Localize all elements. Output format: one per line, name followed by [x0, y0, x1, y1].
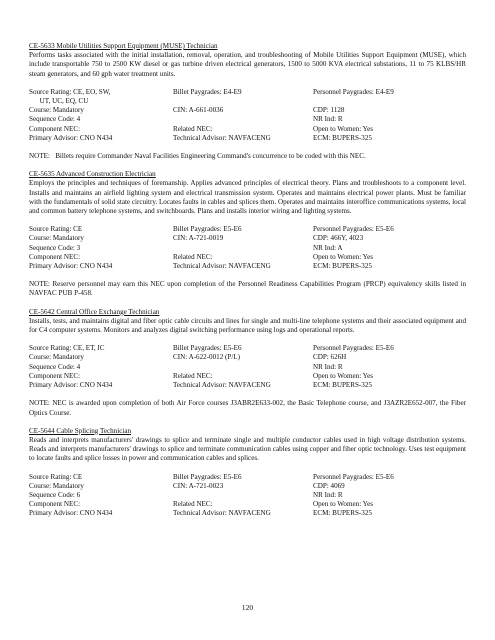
- entry-description: Performs tasks associated with the initial installation, removal, operation, and troubleshooting of Mobile Utilities Support Equipment (MUSE), which include transportable 750 to 2500 KW diesel or gas turbine driven electrical generators, 1500 to 5000 KVA electrical substations, 11 to 75 KLBS/HR steam generators, and 60 gph water treatment units.: [29, 51, 466, 78]
- entry-title: CE-5635 Advanced Construction Electrician: [29, 170, 156, 179]
- entry-note: NOTE: NEC is awarded upon completion of both Air Force courses J3ABR2E633-002, the Basic Telephone course, and J3AZR2E652-007, the Fiber Optics Course.: [29, 399, 466, 417]
- related-nec: Related NEC:: [173, 252, 213, 261]
- open-to-women: Open to Women: Yes: [313, 500, 373, 509]
- table-row: [29, 88, 466, 106]
- technical-advisor: Technical Advisor: NAVFACENG: [173, 133, 271, 142]
- ecm: ECM: BUPERS-325: [313, 381, 372, 390]
- table-row: [29, 253, 466, 262]
- blank-cell: [173, 491, 313, 500]
- personnel-paygrades: Personnel Paygrades: E5-E6: [313, 344, 394, 353]
- table-row: [29, 225, 466, 234]
- entry-title: CE-5642 Central Office Exchange Technician: [29, 307, 160, 316]
- personnel-paygrades: Personnel Paygrades: E4-E9: [313, 87, 394, 96]
- source-rating: Source Rating: CE: [29, 225, 83, 234]
- table-row: [29, 500, 466, 509]
- entry-note: NOTE: Billets require Commander Naval Facilities Engineering Command's concurrence to be coded with this NEC.: [29, 152, 366, 161]
- table-row: [29, 115, 466, 124]
- table-row: [29, 509, 466, 518]
- source-rating: Source Rating: CE: [29, 472, 83, 481]
- course: Course: Mandatory: [29, 353, 84, 362]
- table-row: [29, 234, 466, 243]
- nr-ind: NR Ind: R: [313, 362, 343, 371]
- table-row: [29, 244, 466, 253]
- cin: CIN: A-622-0012 (P/L): [173, 353, 240, 362]
- source-rating: Source Rating: CE, ET, IC: [29, 344, 105, 353]
- nec-entry-5644: [29, 427, 466, 519]
- blank-cell: [173, 363, 313, 372]
- table-row: [29, 482, 466, 491]
- billet-paygrades: Billet Paygrades: E5-E6: [173, 472, 242, 481]
- open-to-women: Open to Women: Yes: [313, 371, 373, 380]
- entry-fields-table: [29, 473, 466, 519]
- table-row: [29, 134, 466, 143]
- technical-advisor: Technical Advisor: NAVFACENG: [173, 381, 271, 390]
- cin: CIN: A-661-0036: [173, 106, 224, 115]
- component-nec: Component NEC:: [29, 500, 81, 509]
- entry-title: CE-5644 Cable Splicing Technician: [29, 426, 132, 435]
- primary-advisor: Primary Advisor: CNO N434: [29, 381, 113, 390]
- nec-entry-5635: [29, 170, 466, 298]
- course: Course: Mandatory: [29, 106, 84, 115]
- primary-advisor: Primary Advisor: CNO N434: [29, 509, 113, 518]
- cdp: CDP: 1128: [313, 106, 345, 115]
- technical-advisor: Technical Advisor: NAVFACENG: [173, 262, 271, 271]
- entry-note: NOTE: Reserve personnel may earn this NEC upon completion of the Personnel Readiness Capabilities Program (PRCP) equivalency skills listed in NAVFAC PUB P-458.: [29, 280, 466, 298]
- table-row: [29, 344, 466, 353]
- cin: CIN: A-721-0023: [173, 481, 224, 490]
- billet-paygrades: Billet Paygrades: E5-E6: [173, 225, 242, 234]
- sequence-code: Sequence Code: 4: [29, 362, 81, 371]
- billet-paygrades: Billet Paygrades: E4-E9: [173, 87, 242, 96]
- ecm: ECM: BUPERS-325: [313, 262, 372, 271]
- entry-fields-table: [29, 225, 466, 271]
- cdp: CDP: 626H: [313, 353, 347, 362]
- nec-entry-5642: [29, 308, 466, 418]
- source-rating: Source Rating: CE, EO, SW, UT, UC, EQ, CU: [29, 87, 111, 106]
- nr-ind: NR Ind: A: [313, 243, 343, 252]
- sequence-code: Sequence Code: 4: [29, 115, 81, 124]
- table-row: [29, 381, 466, 390]
- related-nec: Related NEC:: [173, 124, 213, 133]
- entry-description: Reads and interprets manufacturers' drawings to splice and terminate single and multiple conductor cables used in high voltage distribution systems. Reads and interprets manufacturers' drawings to splice and terminate communication cables using copper and fiber optic technology. Uses test equipment to locate faults and splice losses in power and communication cables and splices.: [29, 435, 466, 463]
- nr-ind: NR Ind: R: [313, 115, 343, 124]
- technical-advisor: Technical Advisor: NAVFACENG: [173, 509, 271, 518]
- primary-advisor: Primary Advisor: CNO N434: [29, 262, 113, 271]
- course: Course: Mandatory: [29, 234, 84, 243]
- personnel-paygrades: Personnel Paygrades: E5-E6: [313, 225, 394, 234]
- related-nec: Related NEC:: [173, 500, 213, 509]
- entry-title: CE-5633 Mobile Utilities Support Equipment (MUSE) Technician: [29, 42, 218, 50]
- nec-entry-5633: [29, 42, 466, 161]
- cin: CIN: A-721-0019: [173, 234, 224, 243]
- billet-paygrades: Billet Paygrades: E5-E6: [173, 344, 242, 353]
- page-number: 120: [241, 603, 254, 612]
- course: Course: Mandatory: [29, 481, 84, 490]
- entry-description: Installs, tests, and maintains digital and fiber optic cable circuits and lines for single and multi-line telephone systems and their associated equipment and for C4 computer systems. Monitors and analyzes digital switching performance using logs and operational reports.: [29, 316, 466, 335]
- cdp: CDP: 4069: [313, 481, 345, 490]
- entry-fields-table: [29, 88, 466, 143]
- ecm: ECM: BUPERS-325: [313, 133, 372, 142]
- document-page: [29, 42, 466, 528]
- table-row: [29, 106, 466, 115]
- personnel-paygrades: Personnel Paygrades: E5-E6: [313, 472, 394, 481]
- table-row: [29, 363, 466, 372]
- entry-fields-table: [29, 344, 466, 390]
- sequence-code: Sequence Code: 6: [29, 490, 81, 499]
- sequence-code: Sequence Code: 3: [29, 243, 81, 252]
- ecm: ECM: BUPERS-325: [313, 509, 372, 518]
- component-nec: Component NEC:: [29, 124, 81, 133]
- table-row: [29, 125, 466, 134]
- nr-ind: NR Ind: R: [313, 490, 343, 499]
- component-nec: Component NEC:: [29, 371, 81, 380]
- open-to-women: Open to Women: Yes: [313, 252, 373, 261]
- blank-cell: [173, 115, 313, 124]
- table-row: [29, 372, 466, 381]
- table-row: [29, 353, 466, 362]
- blank-cell: [173, 244, 313, 253]
- primary-advisor: Primary Advisor: CNO N434: [29, 133, 113, 142]
- entry-description: Employs the principles and techniques of foremanship. Applies advanced principles of electrical theory. Plans and troubleshoots to a component level. Installs and maintains an airfield lighting system and electrical transmission system. Operates and maintains electrical power plants. Must be familiar with the fundamentals of solid state circuitry. Locates faults in cables and splices them. Operates and maintains interoffice communications systems, local and common battery telephone systems, and switchboards. Plans and installs interior wiring and lighting systems.: [29, 179, 466, 216]
- open-to-women: Open to Women: Yes: [313, 124, 373, 133]
- component-nec: Component NEC:: [29, 252, 81, 261]
- table-row: [29, 491, 466, 500]
- table-row: [29, 473, 466, 482]
- related-nec: Related NEC:: [173, 371, 213, 380]
- cdp: CDP: 466Y, 4023: [313, 234, 364, 243]
- table-row: [29, 262, 466, 271]
